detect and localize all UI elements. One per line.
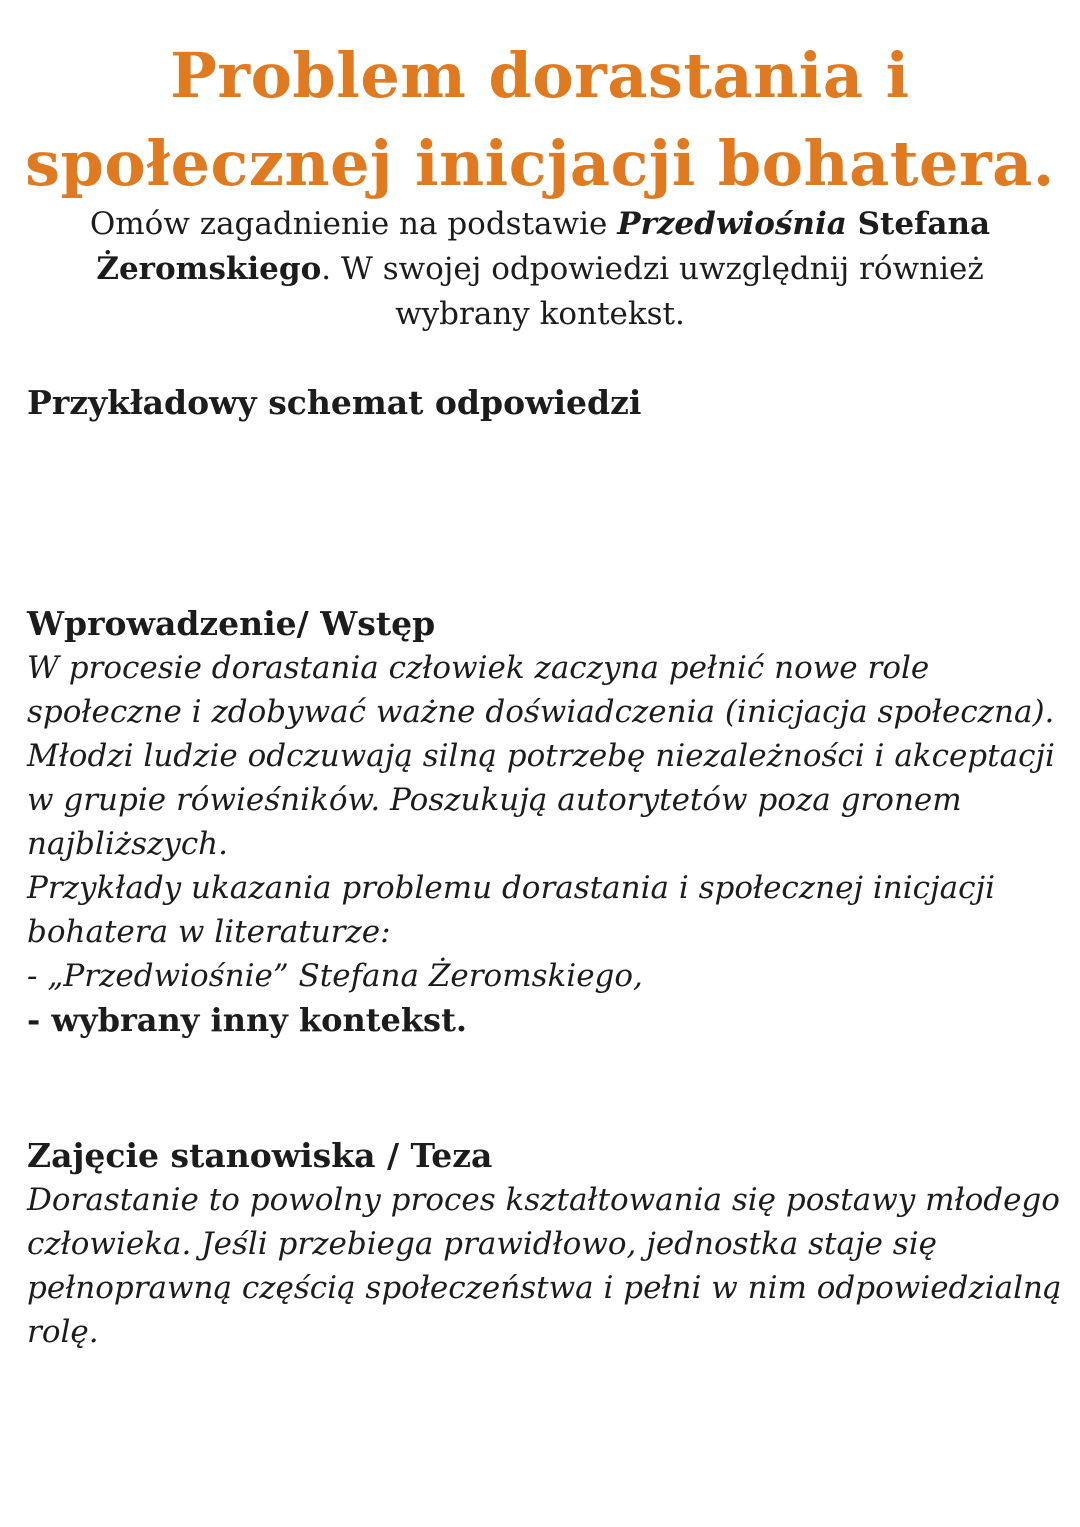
thesis-line: człowieka. Jeśli przebiega prawidłowo, jednostka staje się: [27, 1226, 937, 1262]
thesis-line: Dorastanie to powolny proces kształtowania się postawy młodego: [27, 1182, 1060, 1218]
intro-bold-line: - wybrany inny kontekst.: [27, 1001, 467, 1039]
intro-line: Przykłady ukazania problemu dorastania i społecznej inicjacji: [27, 870, 996, 906]
instruction-line-2: [60, 247, 1020, 292]
thesis-line: pełnoprawną częścią społeczeństwa i pełni w nim odpowiedzialną: [27, 1270, 1062, 1306]
title-line-1: Problem dorastania i: [170, 39, 910, 112]
title-line-2: społecznej inicjacji bohatera.: [25, 127, 1055, 200]
instruction-text-2: . W swojej odpowiedzi uwzględnij również: [321, 251, 984, 287]
page-title: [0, 32, 1080, 208]
instruction-author-last: Żeromskiego: [96, 251, 322, 287]
intro-line: Młodzi ludzie odczuwają silną potrzebę niezależności i akceptacji: [27, 738, 1055, 774]
instruction-author-first: Stefana: [846, 206, 991, 242]
intro-line: społeczne i zdobywać ważne doświadczenia (inicjacja społeczna).: [27, 694, 1055, 730]
intro-line: bohatera w literaturze:: [27, 914, 391, 950]
intro-line: - „Przedwiośnie” Stefana Żeromskiego,: [27, 958, 643, 994]
intro-line: W procesie dorastania człowiek zaczyna pełnić nowe role: [27, 650, 930, 686]
instruction-text-1: Omów zagadnienie na podstawie: [89, 206, 618, 242]
instruction-book-title: Przedwiośnia: [617, 206, 847, 242]
instruction-line-3: wybrany kontekst.: [395, 296, 685, 332]
thesis-heading: Zajęcie stanowiska / Teza: [27, 1136, 493, 1175]
thesis-line: rolę.: [27, 1314, 99, 1350]
intro-heading: Wprowadzenie/ Wstęp: [27, 604, 436, 643]
schema-heading: Przykładowy schemat odpowiedzi: [27, 383, 642, 422]
instruction-line-1: [60, 202, 1020, 247]
intro-line: najbliższych.: [27, 826, 229, 862]
task-instruction: [60, 202, 1020, 337]
intro-paragraph: [27, 646, 1057, 1042]
thesis-paragraph: [27, 1178, 1062, 1354]
intro-line: w grupie rówieśników. Poszukują autorytetów poza gronem: [27, 782, 962, 818]
